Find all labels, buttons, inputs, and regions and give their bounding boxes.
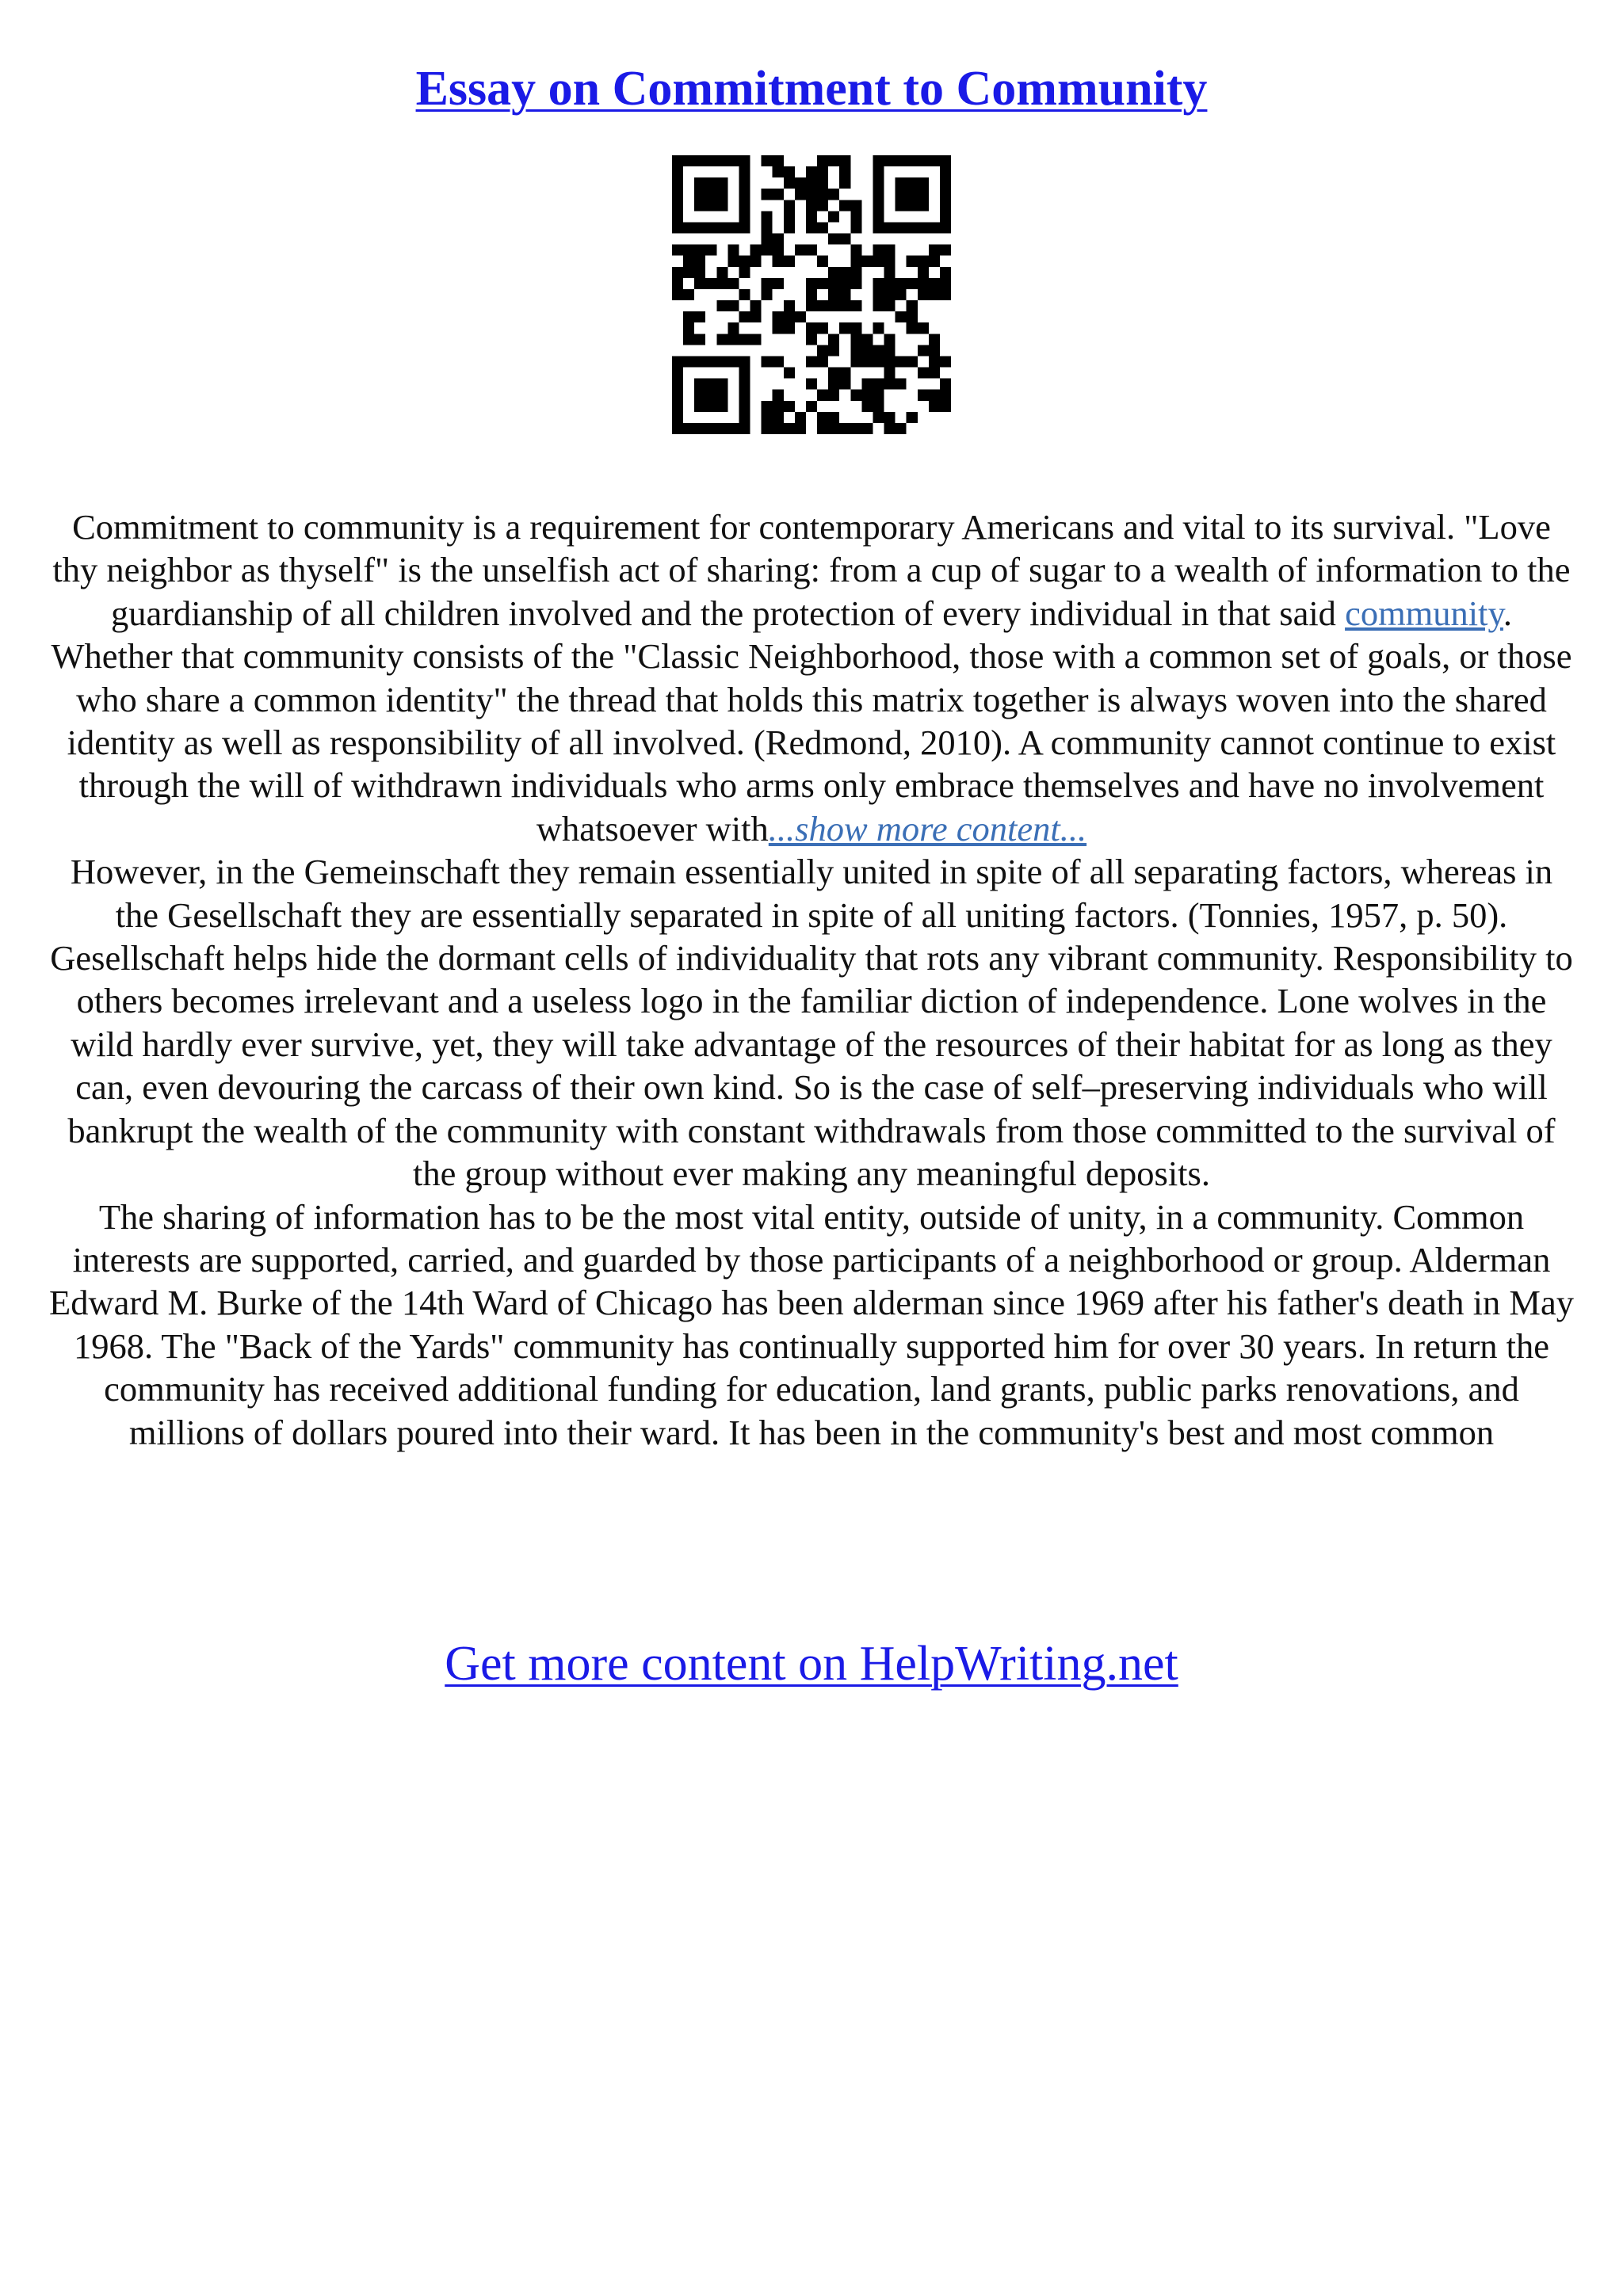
qr-code-icon[interactable] [672, 155, 951, 434]
essay-body [48, 505, 1575, 1454]
page-title [0, 57, 1623, 120]
community-link[interactable]: community [1345, 593, 1503, 633]
show-more-link[interactable]: ...show more content... [768, 808, 1087, 849]
paragraph-1-text-b: . Whether that community consists of the "Classic Neighborhood, those with a common set of goals, or those who share a common identity" the thread that holds this matrix together is always woven into the shared identity as well as responsibility of all involved. (Redmond, 2010). A community cannot continue to exist through the will of withdrawn individuals who arms only embrace themselves and have no involvement whatsoever with [51, 593, 1572, 849]
footer [0, 1632, 1623, 1695]
title-link[interactable]: Essay on Commitment to Community [415, 62, 1208, 116]
paragraph-1-text-a: Commitment to community is a requirement for contemporary Americans and vital to its survival. "Love thy neighbor as thyself" is the unselfish act of sharing: from a cup of sugar to a wealth of information to the guardianship of all children involved and the protection of every individual in that said [52, 507, 1571, 633]
paragraph-3: Gesellschaft helps hide the dormant cells of individuality that rots any vibrant community. Responsibility to others becomes irrelevant and a useless logo in the familiar diction of independence. Lone wolves in the wild hardly ever survive, yet, they will take advantage of the resources of their habitat for as long as they can, even devouring the carcass of their own kind. So is the case of self–preserving individuals who will bankrupt the wealth of the community with constant withdrawals from those committed to the survival of the group without ever making any meaningful deposits. [50, 938, 1573, 1194]
footer-link[interactable]: Get more content on HelpWriting.net [445, 1637, 1178, 1691]
paragraph-2: However, in the Gemeinschaft they remain essentially united in spite of all separating factors, whereas in the Gesellschaft they are essentially separated in spite of all uniting factors. (Tonnies, 1957, p. 50). [70, 852, 1553, 935]
paragraph-4: The sharing of information has to be the most vital entity, outside of unity, in a community. Common interests are supported, carried, and guarded by those participants of a neighborhood or group. Alderman Edward M. Burke of the 14th Ward of Chicago has been alderman since 1969 after his father's death in May 1968. The "Back of the Yards" community has continually supported him for over 30 years. In return the community has received additional funding for education, land grants, public parks renovations, and millions of dollars poured into their ward. It has been in the community's best and most common [49, 1196, 1574, 1452]
paragraph-1 [48, 505, 1575, 850]
